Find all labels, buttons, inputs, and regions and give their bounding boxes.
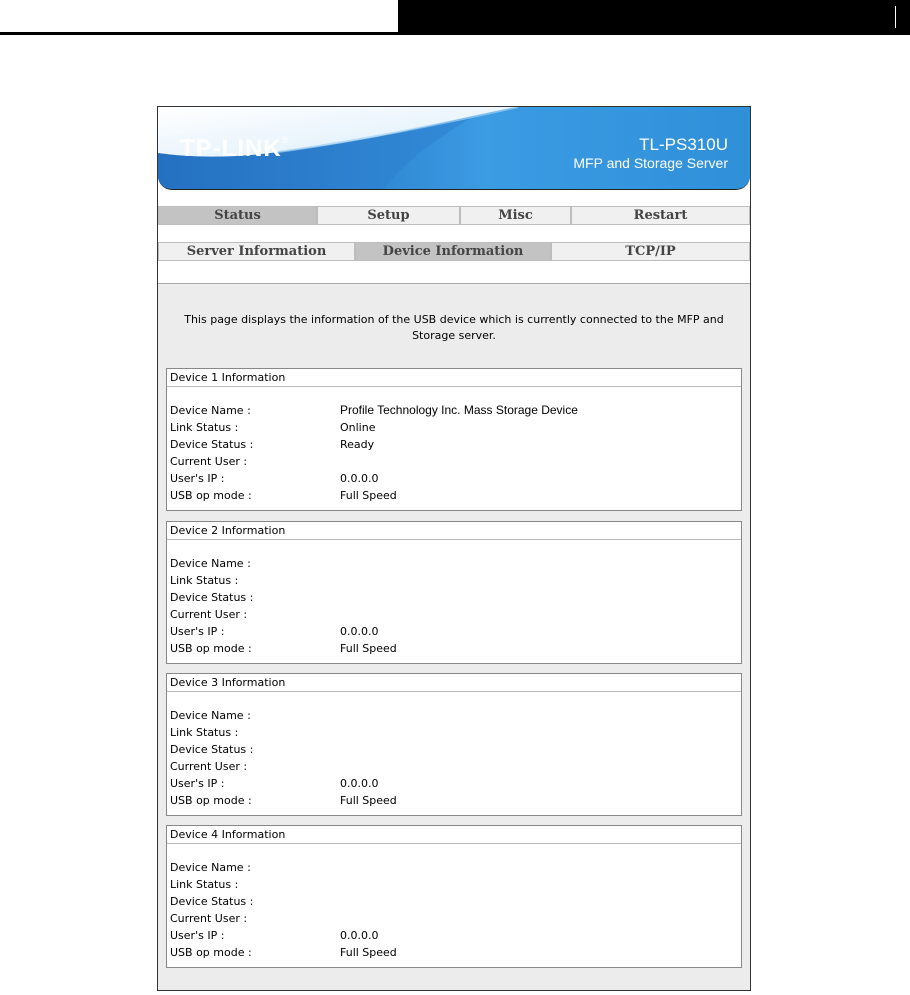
intro-text: This page displays the information of the USB device which is currently connected to the MFP and Storage server. <box>184 313 724 342</box>
usb-op-mode-label: USB op mode : <box>170 642 252 655</box>
tab-server-information[interactable]: Server Information <box>158 242 355 261</box>
page-header-mark <box>895 6 896 28</box>
tab-misc[interactable]: Misc <box>460 206 571 225</box>
device-status-label: Device Status : <box>170 895 254 908</box>
device-3-panel <box>166 673 742 816</box>
tab-device-information[interactable]: Device Information <box>355 242 551 261</box>
usb-op-mode-label: USB op mode : <box>170 946 252 959</box>
users-ip-label: User's IP : <box>170 625 225 638</box>
usb-op-mode-label: USB op mode : <box>170 489 252 502</box>
product-subtitle: MFP and Storage Server <box>573 155 728 171</box>
device-panel-title: Device 3 Information <box>167 674 741 692</box>
page-header-rule <box>0 0 398 35</box>
device-name-label: Device Name : <box>170 404 251 417</box>
main-nav <box>158 206 750 225</box>
device-name-label: Device Name : <box>170 557 251 570</box>
users-ip-label: User's IP : <box>170 929 225 942</box>
current-user-label: Current User : <box>170 455 248 468</box>
device-name-value: Profile Technology Inc. Mass Storage Device <box>340 403 578 417</box>
current-user-label: Current User : <box>170 760 248 773</box>
link-status-value: Online <box>340 421 376 434</box>
usb-op-mode-label: USB op mode : <box>170 794 252 807</box>
device-panel-title: Device 2 Information <box>167 522 741 540</box>
sub-nav <box>158 242 750 261</box>
usb-op-mode-value: Full Speed <box>340 642 397 655</box>
usb-op-mode-value: Full Speed <box>340 489 397 502</box>
device-status-label: Device Status : <box>170 438 254 451</box>
device-panel-title: Device 1 Information <box>167 369 741 387</box>
device-4-panel <box>166 825 742 968</box>
tp-link-logo: TP-LINK® <box>180 135 290 162</box>
link-status-label: Link Status : <box>170 878 239 891</box>
users-ip-value: 0.0.0.0 <box>340 929 379 942</box>
device-name-label: Device Name : <box>170 709 251 722</box>
link-status-label: Link Status : <box>170 574 239 587</box>
tab-tcp-ip[interactable]: TCP/IP <box>551 242 750 261</box>
device-status-label: Device Status : <box>170 591 254 604</box>
model-name: TL-PS310U <box>639 135 728 154</box>
usb-op-mode-value: Full Speed <box>340 946 397 959</box>
tab-setup[interactable]: Setup <box>317 206 460 225</box>
current-user-label: Current User : <box>170 912 248 925</box>
device-status-value: Ready <box>340 438 375 451</box>
content-panel <box>158 283 750 991</box>
current-user-label: Current User : <box>170 608 248 621</box>
usb-op-mode-value: Full Speed <box>340 794 397 807</box>
users-ip-value: 0.0.0.0 <box>340 625 379 638</box>
device-name-label: Device Name : <box>170 861 251 874</box>
device-web-ui <box>157 106 751 991</box>
device-1-panel <box>166 368 742 511</box>
page-header-band <box>398 0 910 35</box>
users-ip-label: User's IP : <box>170 777 225 790</box>
users-ip-label: User's IP : <box>170 472 225 485</box>
device-2-panel <box>166 521 742 664</box>
device-status-label: Device Status : <box>170 743 254 756</box>
brand-banner <box>158 107 750 190</box>
link-status-label: Link Status : <box>170 726 239 739</box>
users-ip-value: 0.0.0.0 <box>340 472 379 485</box>
device-panel-title: Device 4 Information <box>167 826 741 844</box>
tab-status[interactable]: Status <box>158 206 317 225</box>
tab-restart[interactable]: Restart <box>571 206 750 225</box>
link-status-label: Link Status : <box>170 421 239 434</box>
users-ip-value: 0.0.0.0 <box>340 777 379 790</box>
